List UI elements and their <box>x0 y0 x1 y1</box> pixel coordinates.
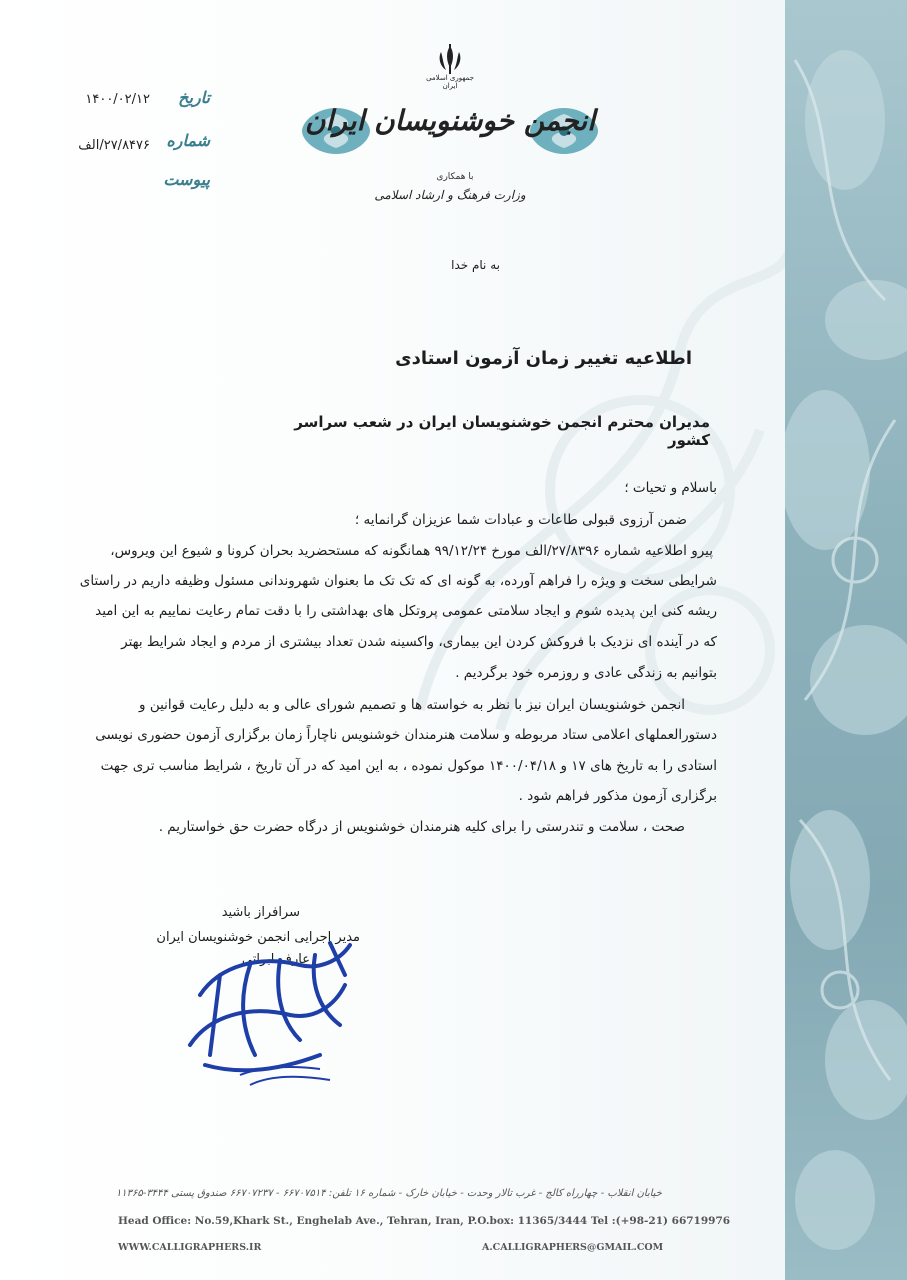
letterhead-logo <box>300 42 600 212</box>
date-label: تاریخ <box>178 88 210 107</box>
floral-pattern-icon <box>785 0 907 1280</box>
greeting: باسلام و تحیات ؛ <box>624 480 717 496</box>
signatory-name: عارف ابراتی <box>241 952 310 967</box>
body-line: برگزاری آزمون مذکور فراهم شود . <box>518 788 717 804</box>
ministry-name: وزارت فرهنگ و ارشاد اسلامی <box>374 188 526 202</box>
footer-address-fa: خیابان انقلاب - چهارراه کالج - غرب تالار وحدت - خیابان خارک - شماره ۱۶ تلفن: ۶۶۷۰۷۵۱۴ - ۶۶۷۰۷۲۳۷ صندوق پستی ۳۴۴۴-۱۱۳۶۵ <box>115 1188 662 1199</box>
letter-title: اطلاعیه تغییر زمان آزمون استادی <box>395 348 692 369</box>
attachment-label: پیوست <box>163 170 210 189</box>
closing-text: سرافراز باشید <box>221 905 300 920</box>
footer-address-en: Head Office: No.59,Khark St., Enghelab Ave., Tehran, Iran, P.O.box: 11365/3444 Tel :(+98-21) 66719976 <box>118 1215 731 1227</box>
organization-name: انجمن خوشنویسان ایران <box>304 104 596 137</box>
body-line: شرایطی سخت و ویژه را فراهم آورده، به گونه ای که تک تک ما بعنوان شهروندانی مسئول وظیفه داریم در راستای <box>79 573 717 589</box>
footer-website-link[interactable]: WWW.CALLIGRAPHERS.IR <box>118 1242 262 1253</box>
signatory-position: مدیر اجرایی انجمن خوشنویسان ایران <box>156 930 360 945</box>
basmala: به نام خدا <box>451 258 500 272</box>
body-line: دستورالعملهای اعلامی ستاد مربوطه و سلامت هنرمندان خوشنویس ناچاراً زمان برگزاری آزمون حضوری نویسی <box>95 727 717 743</box>
official-stamp-icon <box>180 935 360 1095</box>
number-label: شماره <box>166 131 210 150</box>
footer-email-link[interactable]: A.CALLIGRAPHERS@GMAIL.COM <box>482 1242 664 1253</box>
emblem-caption: جمهوری اسلامی ایران <box>426 74 474 90</box>
body-line: استادی را به تاریخ های ۱۷ و ۱۴۰۰/۰۴/۱۸ موکول نموده ، به این امید که در آن تاریخ ، شرایط مناسب تری جهت <box>100 758 717 774</box>
body-line: صحت ، سلامت و تندرستی را برای کلیه هنرمندان خوشنویس از درگاه حضرت حق خواستاریم . <box>158 819 685 835</box>
decorative-side-strip <box>785 0 907 1280</box>
letter-addressee: مدیران محترم انجمن خوشنویسان ایران در شعب سراسر کشور <box>294 413 710 449</box>
body-line: پیرو اطلاعیه شماره ۲۷/۸۳۹۶/الف مورخ ۹۹/۱۲/۲۴ همانگونه که مستحضرید بحران کرونا و شیوع این ویروس، <box>110 543 713 559</box>
body-line: بتوانیم به زندگی عادی و روزمره خود برگردیم . <box>455 665 717 681</box>
organization-cooperation-label: با همکاری <box>436 172 474 182</box>
body-line: انجمن خوشنویسان ایران نیز با نظر به خواسته ها و تصمیم شورای عالی و به دلیل رعایت قوانین و <box>139 697 685 713</box>
number-value: ۲۷/۸۴۷۶/الف <box>78 138 150 153</box>
iran-emblem-icon <box>432 42 468 78</box>
date-value: ۱۴۰۰/۰۲/۱۲ <box>85 92 150 107</box>
body-line: ضمن آرزوی قبولی طاعات و عبادات شما عزیزان گرانمایه ؛ <box>354 512 687 528</box>
body-line: ریشه کنی این پدیده شوم و ایجاد سلامتی عمومی پروتکل های بهداشتی را با دقت تمام رعایت نماییم به این امید <box>95 603 717 619</box>
body-line: که در آینده ای نزدیک با فروکش کردن این بیماری، واکسینه شدن تعداد بیشتری از مردم و ایجاد شرایط بهتر <box>121 634 717 650</box>
